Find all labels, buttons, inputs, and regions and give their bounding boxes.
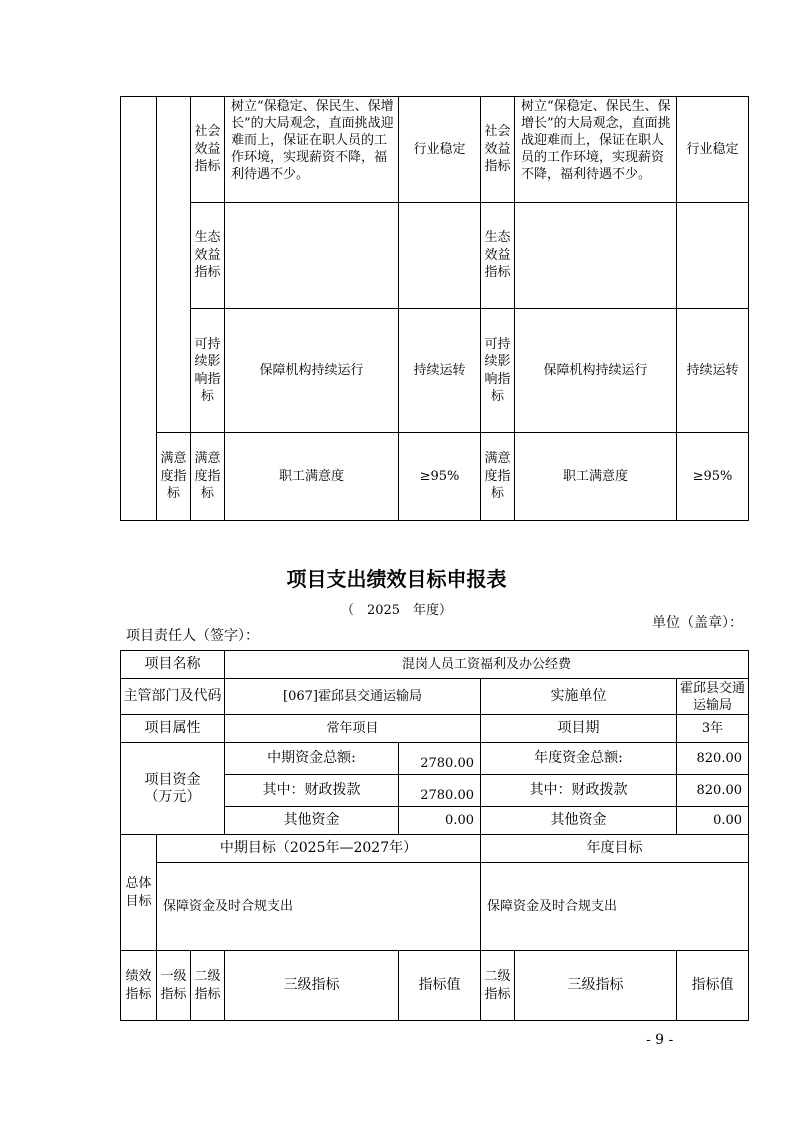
level3-indicator: 职工满意度 [225,433,399,521]
unit-seal-label: 单位（盖章）： [652,615,743,631]
annual-fiscal-label: 其中：财政拨款 [481,775,677,807]
mid-fiscal-label: 其中：财政拨款 [225,775,399,807]
level1-indicator: 满意度指标 [157,433,191,521]
project-name-value: 混岗人员工资福利及办公经费 [225,651,749,679]
indicator-value: ≥95% [399,433,481,521]
level2-indicator: 满意度指标 [191,433,225,521]
level3-header: 三级指标 [225,951,399,1021]
table-row [121,309,749,433]
value-header: 指标值 [399,951,481,1021]
page-title: 项目支出绩效目标申报表 [286,567,507,591]
table-row [121,651,749,679]
level2-indicator-annual: 社会效益指标 [481,97,515,203]
indicator-value-annual: 持续运转 [677,309,749,433]
value-header-annual: 指标值 [677,951,749,1021]
level2-indicator: 社会效益指标 [191,97,225,203]
dept-label: 主管部门及代码 [121,679,225,715]
annual-other-value: 0.00 [677,807,749,835]
mid-goal-header: 中期目标（2025年—2027年） [157,835,481,863]
merged-blank-cell [121,97,157,521]
level2-indicator-annual: 生态效益指标 [481,203,515,309]
page-number: - 9 - [646,1032,674,1048]
project-attr-value: 常年项目 [225,715,481,743]
mid-total-label: 中期资金总额: [225,743,399,775]
mid-other-label: 其他资金 [225,807,399,835]
table-row [121,679,749,715]
level3-indicator [225,203,399,309]
overall-goal-label: 总体目标 [121,835,157,951]
mid-fiscal-value: 2780.00 [399,775,481,807]
annual-goal-header: 年度目标 [481,835,749,863]
level3-indicator: 保障机构持续运行 [225,309,399,433]
level3-indicator-annual [515,203,677,309]
level2-header-annual: 二级指标 [481,951,515,1021]
impl-unit-value: 霍邱县交通运输局 [677,679,749,715]
level2-indicator: 生态效益指标 [191,203,225,309]
impl-unit-label: 实施单位 [481,679,677,715]
annual-total-label: 年度资金总额: [481,743,677,775]
top-indicator-table [120,96,749,521]
indicator-value-annual [677,203,749,309]
indicator-value [399,203,481,309]
table-row [121,835,749,863]
merged-blank-cell [157,97,191,433]
table-row [121,951,749,1021]
annual-total-value: 820.00 [677,743,749,775]
dept-value: [067]霍邱县交通运输局 [225,679,481,715]
level3-indicator-annual: 职工满意度 [515,433,677,521]
mid-goal-text: 保障资金及时合规支出 [157,863,481,951]
year-label: （ 2025 年度） [340,603,453,618]
performance-target-form [120,650,749,1021]
project-period-value: 3年 [677,715,749,743]
level1-header: 一级指标 [157,951,191,1021]
table-row [121,715,749,743]
responsible-person-label: 项目责任人（签字）： [126,628,259,644]
level2-indicator-annual: 可持续影响指标 [481,309,515,433]
table-row [121,743,749,775]
mid-total-value: 2780.00 [399,743,481,775]
table-row [121,433,749,521]
table-row [121,97,749,203]
table-row [121,203,749,309]
indicator-value-annual: 行业稳定 [677,97,749,203]
table-row [121,863,749,951]
indicator-value: 行业稳定 [399,97,481,203]
level3-header-annual: 三级指标 [515,951,677,1021]
perf-indicator-label: 绩效指标 [121,951,157,1021]
level2-header: 二级指标 [191,951,225,1021]
project-name-label: 项目名称 [121,651,225,679]
level3-indicator-annual: 保障机构持续运行 [515,309,677,433]
project-period-label: 项目期 [481,715,677,743]
level3-indicator-annual: 树立“保稳定、保民生、保增长”的大局观念，直面挑战迎难而上，保证在职人员的工作环境，实现薪资不降，福利待遇不少。 [515,97,677,203]
indicator-value: 持续运转 [399,309,481,433]
annual-other-label: 其他资金 [481,807,677,835]
mid-other-value: 0.00 [399,807,481,835]
level3-indicator: 树立“保稳定、保民生、保增长”的大局观念，直面挑战迎难而上，保证在职人员的工作环境，实现薪资不降，福利待遇不少。 [225,97,399,203]
annual-goal-text: 保障资金及时合规支出 [481,863,749,951]
level2-indicator: 可持续影响指标 [191,309,225,433]
project-attr-label: 项目属性 [121,715,225,743]
level2-indicator-annual: 满意度指标 [481,433,515,521]
indicator-value-annual: ≥95% [677,433,749,521]
annual-fiscal-value: 820.00 [677,775,749,807]
fund-label: 项目资金（万元） [121,743,225,835]
